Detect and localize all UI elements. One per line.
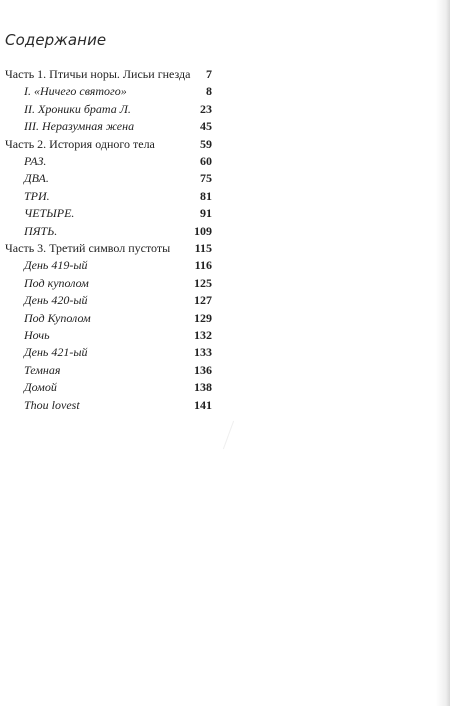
toc-entry-page-number: 59	[200, 136, 212, 151]
page-title: Содержание	[5, 31, 107, 49]
toc-entry-page-number: 127	[194, 293, 212, 308]
toc-entry-title: Часть 2. История одного тела	[5, 136, 155, 151]
toc-chapter-entry	[0, 310, 216, 327]
toc-entry-title: II. Хроники брата Л.	[24, 101, 131, 116]
toc-entry-page-number: 129	[194, 310, 212, 325]
toc-chapter-entry	[0, 188, 216, 205]
toc-entry-title: ДВА.	[24, 171, 49, 186]
toc-chapter-entry	[0, 83, 216, 100]
toc-part-entry	[0, 136, 216, 153]
toc-chapter-entry	[0, 344, 216, 361]
toc-entry-page-number: 115	[194, 241, 212, 255]
toc-entry-title: ПЯТЬ.	[24, 223, 58, 238]
toc-entry-title: День 420-ый	[24, 293, 88, 308]
toc-part-entry	[0, 66, 216, 83]
toc-entry-page-number: 116	[194, 258, 212, 273]
toc-entry-title: Ночь	[24, 328, 50, 342]
toc-entry-page-number: 23	[200, 101, 212, 116]
toc-entry-title: Темная	[24, 362, 61, 377]
toc-chapter-entry	[0, 223, 216, 240]
toc-entry-title: ЧЕТЫРЕ.	[24, 206, 75, 221]
toc-entry-page-number: 133	[194, 345, 212, 360]
toc-entry-title: Под куполом	[24, 275, 89, 290]
toc-entry-page-number: 8	[206, 84, 212, 99]
toc-entry-title: Thou lovest	[24, 397, 80, 412]
toc-entry-page-number: 7	[206, 67, 212, 81]
toc-chapter-entry	[0, 118, 216, 135]
toc-chapter-entry	[0, 205, 216, 222]
toc-chapter-entry	[0, 101, 216, 118]
toc-entry-page-number: 45	[200, 119, 212, 134]
toc-entry-title: ТРИ.	[24, 188, 50, 203]
toc-chapter-entry	[0, 275, 216, 292]
toc-entry-title: Под Куполом	[24, 310, 91, 325]
toc-chapter-entry	[0, 257, 216, 274]
toc-chapter-entry	[0, 292, 216, 309]
toc-part-entry	[0, 240, 216, 257]
toc-entry-page-number: 109	[194, 223, 212, 238]
toc-chapter-entry	[0, 327, 216, 344]
toc-entry-page-number: 132	[194, 328, 212, 342]
toc-entry-page-number: 91	[200, 206, 212, 221]
toc-entry-page-number: 136	[194, 362, 212, 377]
toc-entry-title: Домой	[24, 380, 57, 395]
toc-entry-title: День 421-ый	[24, 345, 88, 360]
toc-entry-title: День 419-ый	[24, 258, 88, 273]
toc-entry-page-number: 125	[194, 275, 212, 290]
toc-entry-title: III. Неразумная жена	[24, 119, 135, 134]
toc-entry-page-number: 138	[194, 380, 212, 395]
toc-chapter-entry	[0, 379, 216, 396]
toc-entry-title: I. «Ничего святого»	[24, 84, 127, 99]
toc-chapter-entry	[0, 362, 216, 379]
toc-entry-title: Часть 3. Третий символ пустоты	[5, 241, 171, 255]
toc-entry-page-number: 75	[200, 171, 212, 186]
toc-chapter-entry	[0, 170, 216, 187]
toc-entry-page-number: 141	[194, 397, 212, 412]
toc-entry-page-number: 60	[200, 154, 212, 168]
toc-chapter-entry	[0, 397, 216, 414]
toc-entry-page-number: 81	[200, 188, 212, 203]
toc-entry-title: Часть 1. Птичьи норы. Лисьи гнезда	[5, 67, 191, 81]
toc-chapter-entry	[0, 153, 216, 170]
toc-entry-title: РАЗ.	[24, 154, 47, 168]
